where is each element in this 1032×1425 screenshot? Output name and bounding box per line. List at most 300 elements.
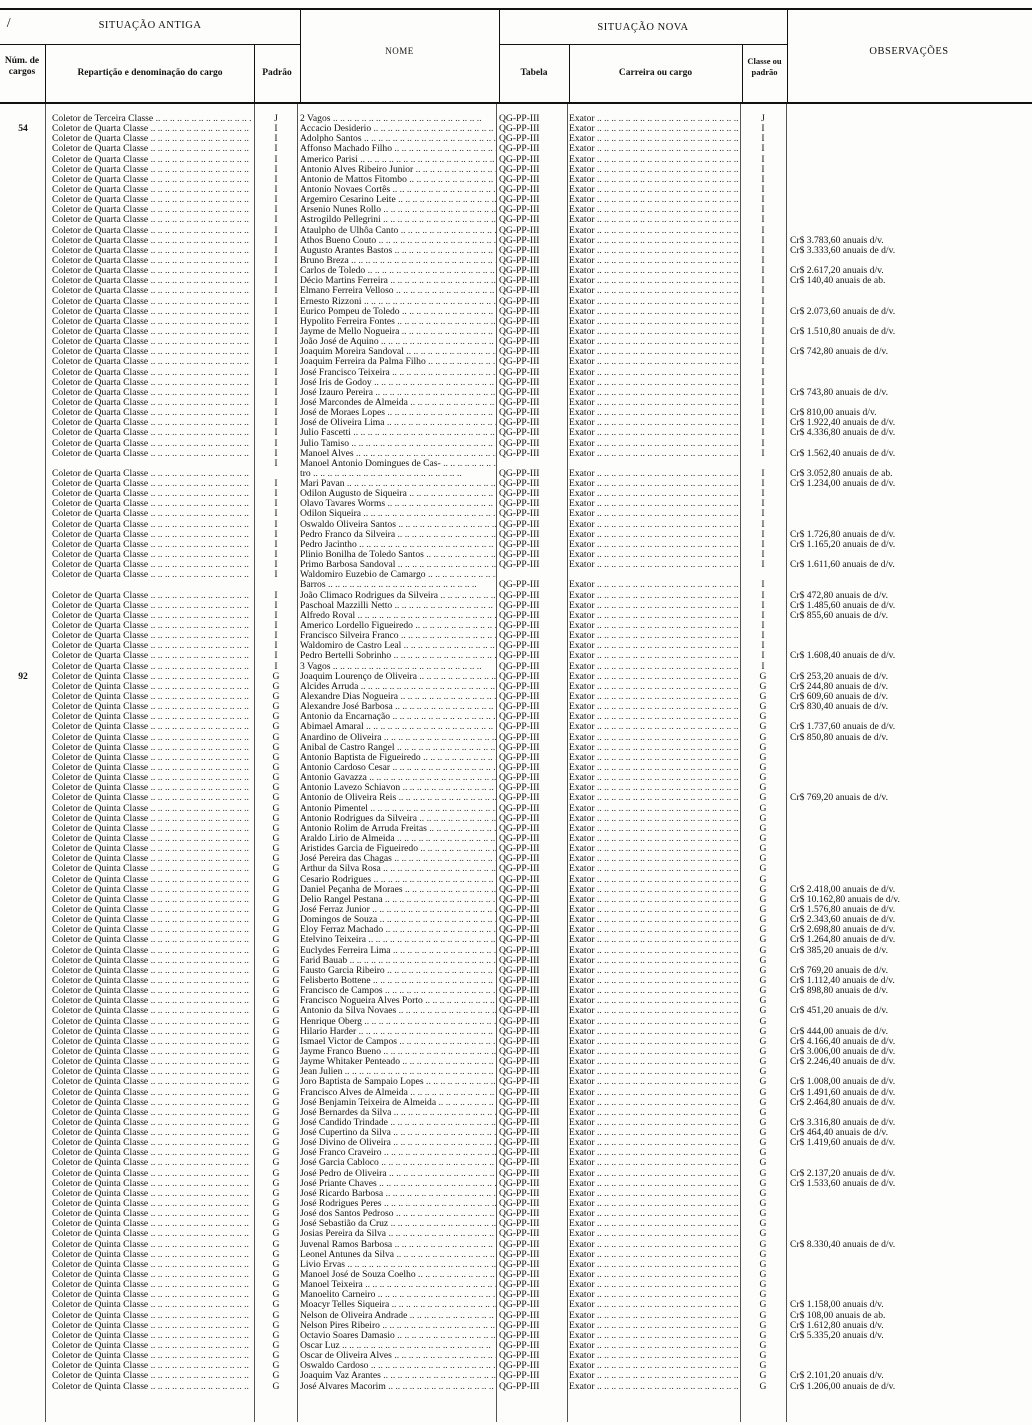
row-padrao: G (272, 844, 280, 855)
table-row (0, 956, 1032, 966)
row-nome: Odilon Augusto de Siqueira .. .. (300, 489, 496, 499)
row-nome: Nelson Pires Ribeiro .. .. (300, 1321, 496, 1331)
row-obs: Cr$ 769,20 anuais de d/v. (790, 793, 888, 804)
table-row (0, 1219, 1032, 1229)
row-obs: Cr$ 743,80 anuais de d/v. (790, 387, 888, 398)
row-carreira: Exator .. .. (569, 834, 739, 844)
row-nome: José Pereira das Chagas .. .. (300, 854, 496, 864)
row-classe: I (761, 184, 765, 195)
table-row (0, 1148, 1032, 1158)
row-cargo: Coletor de Quinta Classe .. .. (52, 915, 252, 925)
row-cargo: Coletor de Quarta Classe .. .. (52, 236, 252, 246)
row-cargo: Coletor de Quarta Classe .. .. (52, 246, 252, 256)
row-tabela: QG-PP-III (499, 1371, 540, 1382)
row-cargo: Coletor de Quarta Classe .. .. (52, 134, 252, 144)
row-obs: Cr$ 2.137,20 anuais de d/v. (790, 1168, 896, 1179)
table-row (0, 185, 1032, 195)
row-tabela: QG-PP-III (499, 1077, 540, 1088)
row-nome: Antonio Pimentel .. .. (300, 804, 496, 814)
row-nome: Antonio Lavezo Schiavon .. .. (300, 783, 496, 793)
row-obs: Cr$ 1.737,60 anuais de d/v. (790, 722, 896, 733)
row-padrao: G (272, 1371, 280, 1382)
row-obs: Cr$ 464,40 anuais de d/v. (790, 1128, 888, 1139)
row-nome: Aristides Garcia de Figueiredo .. .. (300, 844, 496, 854)
row-classe: G (759, 1006, 767, 1017)
row-tabela: QG-PP-III (499, 154, 540, 165)
row-tabela: QG-PP-III (499, 1097, 540, 1108)
row-classe: I (761, 408, 765, 419)
row-carreira: Exator .. .. (569, 195, 739, 205)
row-classe: I (761, 590, 765, 601)
row-cargo: Coletor de Quinta Classe .. .. (52, 1321, 252, 1331)
table-row (0, 439, 1032, 449)
row-nome: Athos Bueno Couto .. .. (300, 236, 496, 246)
row-cargo: Coletor de Quarta Classe .. .. (52, 489, 252, 499)
row-cargo: Coletor de Quarta Classe .. .. (52, 205, 252, 215)
row-carreira: Exator .. .. (569, 236, 739, 246)
row-padrao: G (272, 1178, 280, 1189)
table-row (0, 834, 1032, 844)
row-nome: Americo Lordello Figueiredo .. .. (300, 621, 496, 631)
row-classe: G (759, 1067, 767, 1078)
row-classe: G (759, 722, 767, 733)
row-classe: I (761, 397, 765, 408)
row-nome: Antonio Rolim de Arruda Freitas .. .. (300, 824, 496, 834)
row-cargo: Coletor de Quinta Classe .. .. (52, 793, 252, 803)
row-cargo: Coletor de Quinta Classe .. .. (52, 1067, 252, 1077)
row-carreira: Exator .. .. (569, 966, 739, 976)
row-nome: Antonio Baptista de Figueiredo .. .. (300, 753, 496, 763)
row-classe: G (759, 1371, 767, 1382)
row-cargo: Coletor de Quinta Classe .. .. (52, 682, 252, 692)
table-row (0, 672, 1032, 682)
row-tabela: QG-PP-III (499, 205, 540, 216)
row-tabela: QG-PP-III (499, 1087, 540, 1098)
row-padrao: G (272, 1259, 280, 1270)
row-padrao: I (274, 276, 278, 287)
row-classe: G (759, 894, 767, 905)
row-cargo: Coletor de Quarta Classe .. .. (52, 307, 252, 317)
row-nome: Manoel Teixeira .. .. (300, 1280, 496, 1290)
row-carreira: Exator .. .. (569, 814, 739, 824)
row-tabela: QG-PP-III (499, 509, 540, 520)
table-row (0, 388, 1032, 398)
row-tabela: QG-PP-III (499, 174, 540, 185)
table-row (0, 580, 1032, 590)
row-obs: Cr$ 3.333,60 anuais de d/v. (790, 245, 896, 256)
row-tabela: QG-PP-III (499, 296, 540, 307)
row-classe: G (759, 763, 767, 773)
table-row (0, 357, 1032, 367)
row-cargo: Coletor de Quinta Classe .. .. (52, 814, 252, 824)
row-classe: G (759, 1178, 767, 1189)
row-padrao: G (272, 975, 280, 986)
row-nome: Arsenio Nunes Rollo .. .. (300, 205, 496, 215)
row-classe: I (761, 326, 765, 337)
row-carreira: Exator .. .. (569, 621, 739, 631)
row-cargo: Coletor de Quinta Classe .. .. (52, 1351, 252, 1361)
row-tabela: QG-PP-III (499, 266, 540, 277)
row-obs: Cr$ 810,00 anuais d/v. (790, 408, 877, 419)
table-row (0, 1138, 1032, 1148)
row-nome: Barros .. .. (300, 580, 496, 590)
row-obs: Cr$ 2.343,60 anuais de d/v. (790, 915, 896, 926)
row-carreira: Exator .. .. (569, 1057, 739, 1067)
row-padrao: I (274, 519, 278, 530)
row-classe: G (759, 1330, 767, 1341)
row-classe: I (761, 539, 765, 550)
table-row (0, 297, 1032, 307)
row-cargo: Coletor de Quinta Classe .. .. (52, 1361, 252, 1371)
row-classe: G (759, 1107, 767, 1118)
row-carreira: Exator .. .. (569, 956, 739, 966)
row-obs: Cr$ 1.576,80 anuais de d/v. (790, 904, 896, 915)
table-row (0, 601, 1032, 611)
row-classe: G (759, 1381, 767, 1392)
row-classe: G (759, 1117, 767, 1128)
row-tabela: QG-PP-III (499, 955, 540, 966)
row-tabela: QG-PP-III (499, 651, 540, 662)
row-classe: I (761, 448, 765, 459)
table-row (0, 165, 1032, 175)
table-row (0, 398, 1032, 408)
header-padrao: Padrão (262, 68, 292, 78)
row-padrao: I (274, 326, 278, 337)
row-nome: Alfredo Roval .. .. (300, 611, 496, 621)
row-padrao: I (274, 651, 278, 662)
row-padrao: I (274, 195, 278, 206)
row-padrao: I (274, 600, 278, 611)
rule-v1 (45, 44, 46, 102)
row-tabela: QG-PP-III (499, 1178, 540, 1189)
row-padrao: G (272, 1249, 280, 1260)
row-classe: G (759, 1097, 767, 1108)
row-classe: G (759, 1128, 767, 1139)
row-padrao: I (274, 245, 278, 256)
table-row (0, 1361, 1032, 1371)
row-tabela: QG-PP-III (499, 134, 540, 145)
row-padrao: G (272, 1310, 280, 1321)
row-carreira: Exator .. .. (569, 1280, 739, 1290)
page-mark: / (6, 16, 12, 31)
row-nome: José Garcia Cabloco .. .. (300, 1158, 496, 1168)
row-cargo: Coletor de Quarta Classe .. .. (52, 520, 252, 530)
row-padrao: I (274, 387, 278, 398)
row-tabela: QG-PP-III (499, 621, 540, 632)
table-row (0, 631, 1032, 641)
row-padrao: I (274, 428, 278, 439)
row-obs: Cr$ 8.330,40 anuais de d/v. (790, 1239, 896, 1250)
row-padrao: I (274, 235, 278, 246)
row-classe: G (759, 813, 767, 824)
row-carreira: Exator .. .. (569, 1270, 739, 1280)
table-row (0, 1158, 1032, 1168)
row-tabela: QG-PP-III (499, 539, 540, 550)
row-cargo: Coletor de Quinta Classe .. .. (52, 1027, 252, 1037)
row-padrao: G (272, 854, 280, 865)
row-nome: Oscar de Oliveira Alves .. .. (300, 1351, 496, 1361)
row-nome: Juvenal Ramos Barbosa .. .. (300, 1240, 496, 1250)
row-cargo: Coletor de Quinta Classe .. .. (52, 1270, 252, 1280)
table-row (0, 1077, 1032, 1087)
row-nome: Domingos de Souza .. .. (300, 915, 496, 925)
row-padrao: G (272, 1270, 280, 1281)
row-classe: I (761, 337, 765, 348)
row-nome: Pedro Bertelli Sobrinho .. .. (300, 651, 496, 661)
row-tabela: QG-PP-III (499, 114, 540, 124)
row-nome: Fausto Garcia Ribeiro .. .. (300, 966, 496, 976)
row-cargo: Coletor de Quarta Classe .. .. (52, 591, 252, 601)
row-tabela: QG-PP-III (499, 600, 540, 611)
row-tabela: QG-PP-III (499, 1341, 540, 1352)
table-row (0, 266, 1032, 276)
row-carreira: Exator .. .. (569, 824, 739, 834)
row-cargo: Coletor de Quinta Classe .. .. (52, 854, 252, 864)
row-nome: Daniel Peçanha de Moraes .. .. (300, 885, 496, 895)
row-tabela: QG-PP-III (499, 803, 540, 814)
row-tabela: QG-PP-III (499, 326, 540, 337)
row-padrao: G (272, 722, 280, 733)
row-tabela: QG-PP-III (499, 276, 540, 287)
row-obs: Cr$ 1.264,80 anuais de d/v. (790, 935, 896, 946)
table-row (0, 175, 1032, 185)
row-padrao: I (274, 560, 278, 571)
row-padrao: G (272, 986, 280, 997)
row-classe: J (761, 114, 765, 124)
row-classe: G (759, 833, 767, 844)
row-cargo: Coletor de Quinta Classe .. .. (52, 712, 252, 722)
row-carreira: Exator .. .. (569, 986, 739, 996)
row-nome: José Rodrigues Peres .. .. (300, 1199, 496, 1209)
row-padrao: G (272, 773, 280, 784)
row-cargo: Coletor de Quarta Classe .. .. (52, 185, 252, 195)
row-tabela: QG-PP-III (499, 1351, 540, 1362)
row-classe: G (759, 884, 767, 895)
row-carreira: Exator .. .. (569, 885, 739, 895)
row-padrao: I (274, 357, 278, 368)
row-classe: G (759, 1229, 767, 1240)
row-carreira: Exator .. .. (569, 418, 739, 428)
row-padrao: I (274, 286, 278, 297)
row-obs: Cr$ 444,00 anuais de d/v. (790, 1026, 888, 1037)
row-padrao: G (272, 732, 280, 743)
row-padrao: I (274, 641, 278, 652)
row-carreira: Exator .. .. (569, 722, 739, 732)
row-nome: Antonio da Encarnação .. .. (300, 712, 496, 722)
row-obs: Cr$ 769,20 anuais de d/v. (790, 965, 888, 976)
row-carreira: Exator .. .. (569, 357, 739, 367)
row-padrao: I (274, 479, 278, 490)
row-cargo: Coletor de Quinta Classe .. .. (52, 976, 252, 986)
row-carreira: Exator .. .. (569, 1382, 739, 1392)
row-nome: Joaquim Vaz Arantes .. .. (300, 1371, 496, 1381)
row-classe: I (761, 468, 765, 479)
row-nome: José Iris de Godoy .. .. (300, 378, 496, 388)
row-classe: I (761, 215, 765, 226)
row-carreira: Exator .. .. (569, 580, 739, 590)
row-nome: José Francisco Teixeira .. .. (300, 368, 496, 378)
row-carreira: Exator .. .. (569, 1138, 739, 1148)
table-row (0, 1118, 1032, 1128)
row-tabela: QG-PP-III (499, 580, 540, 591)
row-cargo: Coletor de Quarta Classe .. .. (52, 368, 252, 378)
row-num: 54 (18, 124, 28, 135)
row-carreira: Exator .. .. (569, 1321, 739, 1331)
row-classe: I (761, 286, 765, 297)
row-nome: Augusto Arantes Bastos .. .. (300, 246, 496, 256)
table-row (0, 996, 1032, 1006)
header-observacoes: OBSERVAÇÕES (869, 46, 949, 57)
row-padrao: G (272, 1057, 280, 1068)
row-classe: G (759, 975, 767, 986)
row-carreira: Exator .. .. (569, 925, 739, 935)
row-tabela: QG-PP-III (499, 1168, 540, 1179)
table-row (0, 1300, 1032, 1310)
row-tabela: QG-PP-III (499, 1300, 540, 1311)
row-tabela: QG-PP-III (499, 1320, 540, 1331)
row-padrao: I (274, 397, 278, 408)
row-tabela: QG-PP-III (499, 1381, 540, 1392)
row-nome: Hypolito Ferreira Fontes .. .. (300, 317, 496, 327)
row-classe: G (759, 803, 767, 814)
table-row (0, 1240, 1032, 1250)
table-row (0, 722, 1032, 732)
table-row (0, 804, 1032, 814)
row-cargo: Coletor de Quinta Classe .. .. (52, 1148, 252, 1158)
row-padrao: G (272, 833, 280, 844)
row-padrao: G (272, 1300, 280, 1311)
row-nome: Nelson de Oliveira Andrade .. .. (300, 1311, 496, 1321)
row-carreira: Exator .. .. (569, 175, 739, 185)
row-cargo: Coletor de Quarta Classe .. .. (52, 641, 252, 651)
row-cargo: Coletor de Quinta Classe .. .. (52, 1209, 252, 1219)
table-row (0, 134, 1032, 144)
row-tabela: QG-PP-III (499, 1310, 540, 1321)
row-tabela: QG-PP-III (499, 408, 540, 419)
row-classe: I (761, 479, 765, 490)
row-classe: G (759, 671, 767, 682)
row-padrao: I (274, 499, 278, 510)
table-row (0, 307, 1032, 317)
table-row (0, 205, 1032, 215)
row-tabela: QG-PP-III (499, 144, 540, 155)
row-cargo: Coletor de Quarta Classe .. .. (52, 388, 252, 398)
row-nome: Abimael Amaral .. .. (300, 722, 496, 732)
row-tabela: QG-PP-III (499, 316, 540, 327)
row-carreira: Exator .. .. (569, 601, 739, 611)
row-carreira: Exator .. .. (569, 144, 739, 154)
row-carreira: Exator .. .. (569, 651, 739, 661)
row-nome: Décio Martins Ferreira .. .. (300, 276, 496, 286)
row-nome: Oscar Luz .. .. (300, 1341, 496, 1351)
table-row (0, 1108, 1032, 1118)
row-tabela: QG-PP-III (499, 702, 540, 713)
row-carreira: Exator .. .. (569, 297, 739, 307)
row-carreira: Exator .. .. (569, 864, 739, 874)
row-carreira: Exator .. .. (569, 155, 739, 165)
row-carreira: Exator .. .. (569, 915, 739, 925)
row-padrao: I (274, 509, 278, 520)
header-bottom-rule (0, 102, 1032, 104)
row-classe: I (761, 610, 765, 621)
header-top-rule (0, 8, 1032, 10)
row-obs: Cr$ 830,40 anuais de d/v. (790, 702, 888, 713)
row-classe: I (761, 387, 765, 398)
row-nome: Henrique Oberg .. .. (300, 1017, 496, 1027)
row-num: 92 (18, 671, 28, 682)
row-cargo: Coletor de Quinta Classe .. .. (52, 864, 252, 874)
row-carreira: Exator .. .. (569, 1088, 739, 1098)
table-row (0, 1027, 1032, 1037)
row-padrao: G (272, 1229, 280, 1240)
row-classe: I (761, 631, 765, 642)
row-carreira: Exator .. .. (569, 124, 739, 134)
row-nome: Delio Rangel Pestana .. .. (300, 895, 496, 905)
row-cargo: Coletor de Quinta Classe .. .. (52, 1108, 252, 1118)
row-nome: Astrogildo Pellegrini .. .. (300, 215, 496, 225)
row-carreira: Exator .. .. (569, 611, 739, 621)
row-cargo: Coletor de Quarta Classe .. .. (52, 215, 252, 225)
row-cargo: Coletor de Quinta Classe .. .. (52, 1219, 252, 1229)
row-nome: Manoel José de Souza Coelho .. .. (300, 1270, 496, 1280)
row-carreira: Exator .. .. (569, 428, 739, 438)
row-classe: G (759, 732, 767, 743)
row-obs: Cr$ 1.612,80 anuais d/v. (790, 1320, 884, 1331)
row-classe: I (761, 550, 765, 561)
table-row (0, 712, 1032, 722)
row-tabela: QG-PP-III (499, 742, 540, 753)
row-cargo: Coletor de Quinta Classe .. .. (52, 1057, 252, 1067)
row-nome: Alcides Arruda .. .. (300, 682, 496, 692)
row-tabela: QG-PP-III (499, 377, 540, 388)
table-row (0, 966, 1032, 976)
row-tabela: QG-PP-III (499, 945, 540, 956)
row-nome: Joro Baptista de Sampaio Lopes .. .. (300, 1077, 496, 1087)
row-classe: G (759, 692, 767, 703)
table-row (0, 1260, 1032, 1270)
row-nome: Affonso Machado Filho .. .. (300, 144, 496, 154)
row-tabela: QG-PP-III (499, 661, 540, 672)
row-obs: Cr$ 1.485,60 anuais de d/v. (790, 600, 896, 611)
row-classe: G (759, 773, 767, 784)
row-cargo: Coletor de Quarta Classe .. .. (52, 297, 252, 307)
table-row (0, 246, 1032, 256)
row-nome: 3 Vagos .. .. (300, 662, 496, 672)
row-nome: Anibal de Castro Rangel .. .. (300, 743, 496, 753)
row-carreira: Exator .. .. (569, 489, 739, 499)
row-tabela: QG-PP-III (499, 833, 540, 844)
row-classe: I (761, 154, 765, 165)
row-nome: Plinio Bonilha de Toledo Santos .. .. (300, 550, 496, 560)
row-tabela: QG-PP-III (499, 712, 540, 723)
row-obs: Cr$ 1.112,40 anuais de d/v. (790, 975, 895, 986)
row-classe: G (759, 1087, 767, 1098)
row-classe: I (761, 306, 765, 317)
row-tabela: QG-PP-III (499, 550, 540, 561)
header-mid-rule-right (499, 44, 787, 45)
row-nome: José Divino de Oliveira .. .. (300, 1138, 496, 1148)
row-carreira: Exator .. .. (569, 1341, 739, 1351)
row-carreira: Exator .. .. (569, 368, 739, 378)
row-padrao: G (272, 1341, 280, 1352)
row-obs: Cr$ 1.158,00 anuais d/v. (790, 1300, 884, 1311)
table-row (0, 1341, 1032, 1351)
table-row (0, 317, 1032, 327)
row-carreira: Exator .. .. (569, 1371, 739, 1381)
row-obs: Cr$ 898,80 anuais de d/v. (790, 986, 888, 997)
row-carreira: Exator .. .. (569, 307, 739, 317)
row-carreira: Exator .. .. (569, 246, 739, 256)
